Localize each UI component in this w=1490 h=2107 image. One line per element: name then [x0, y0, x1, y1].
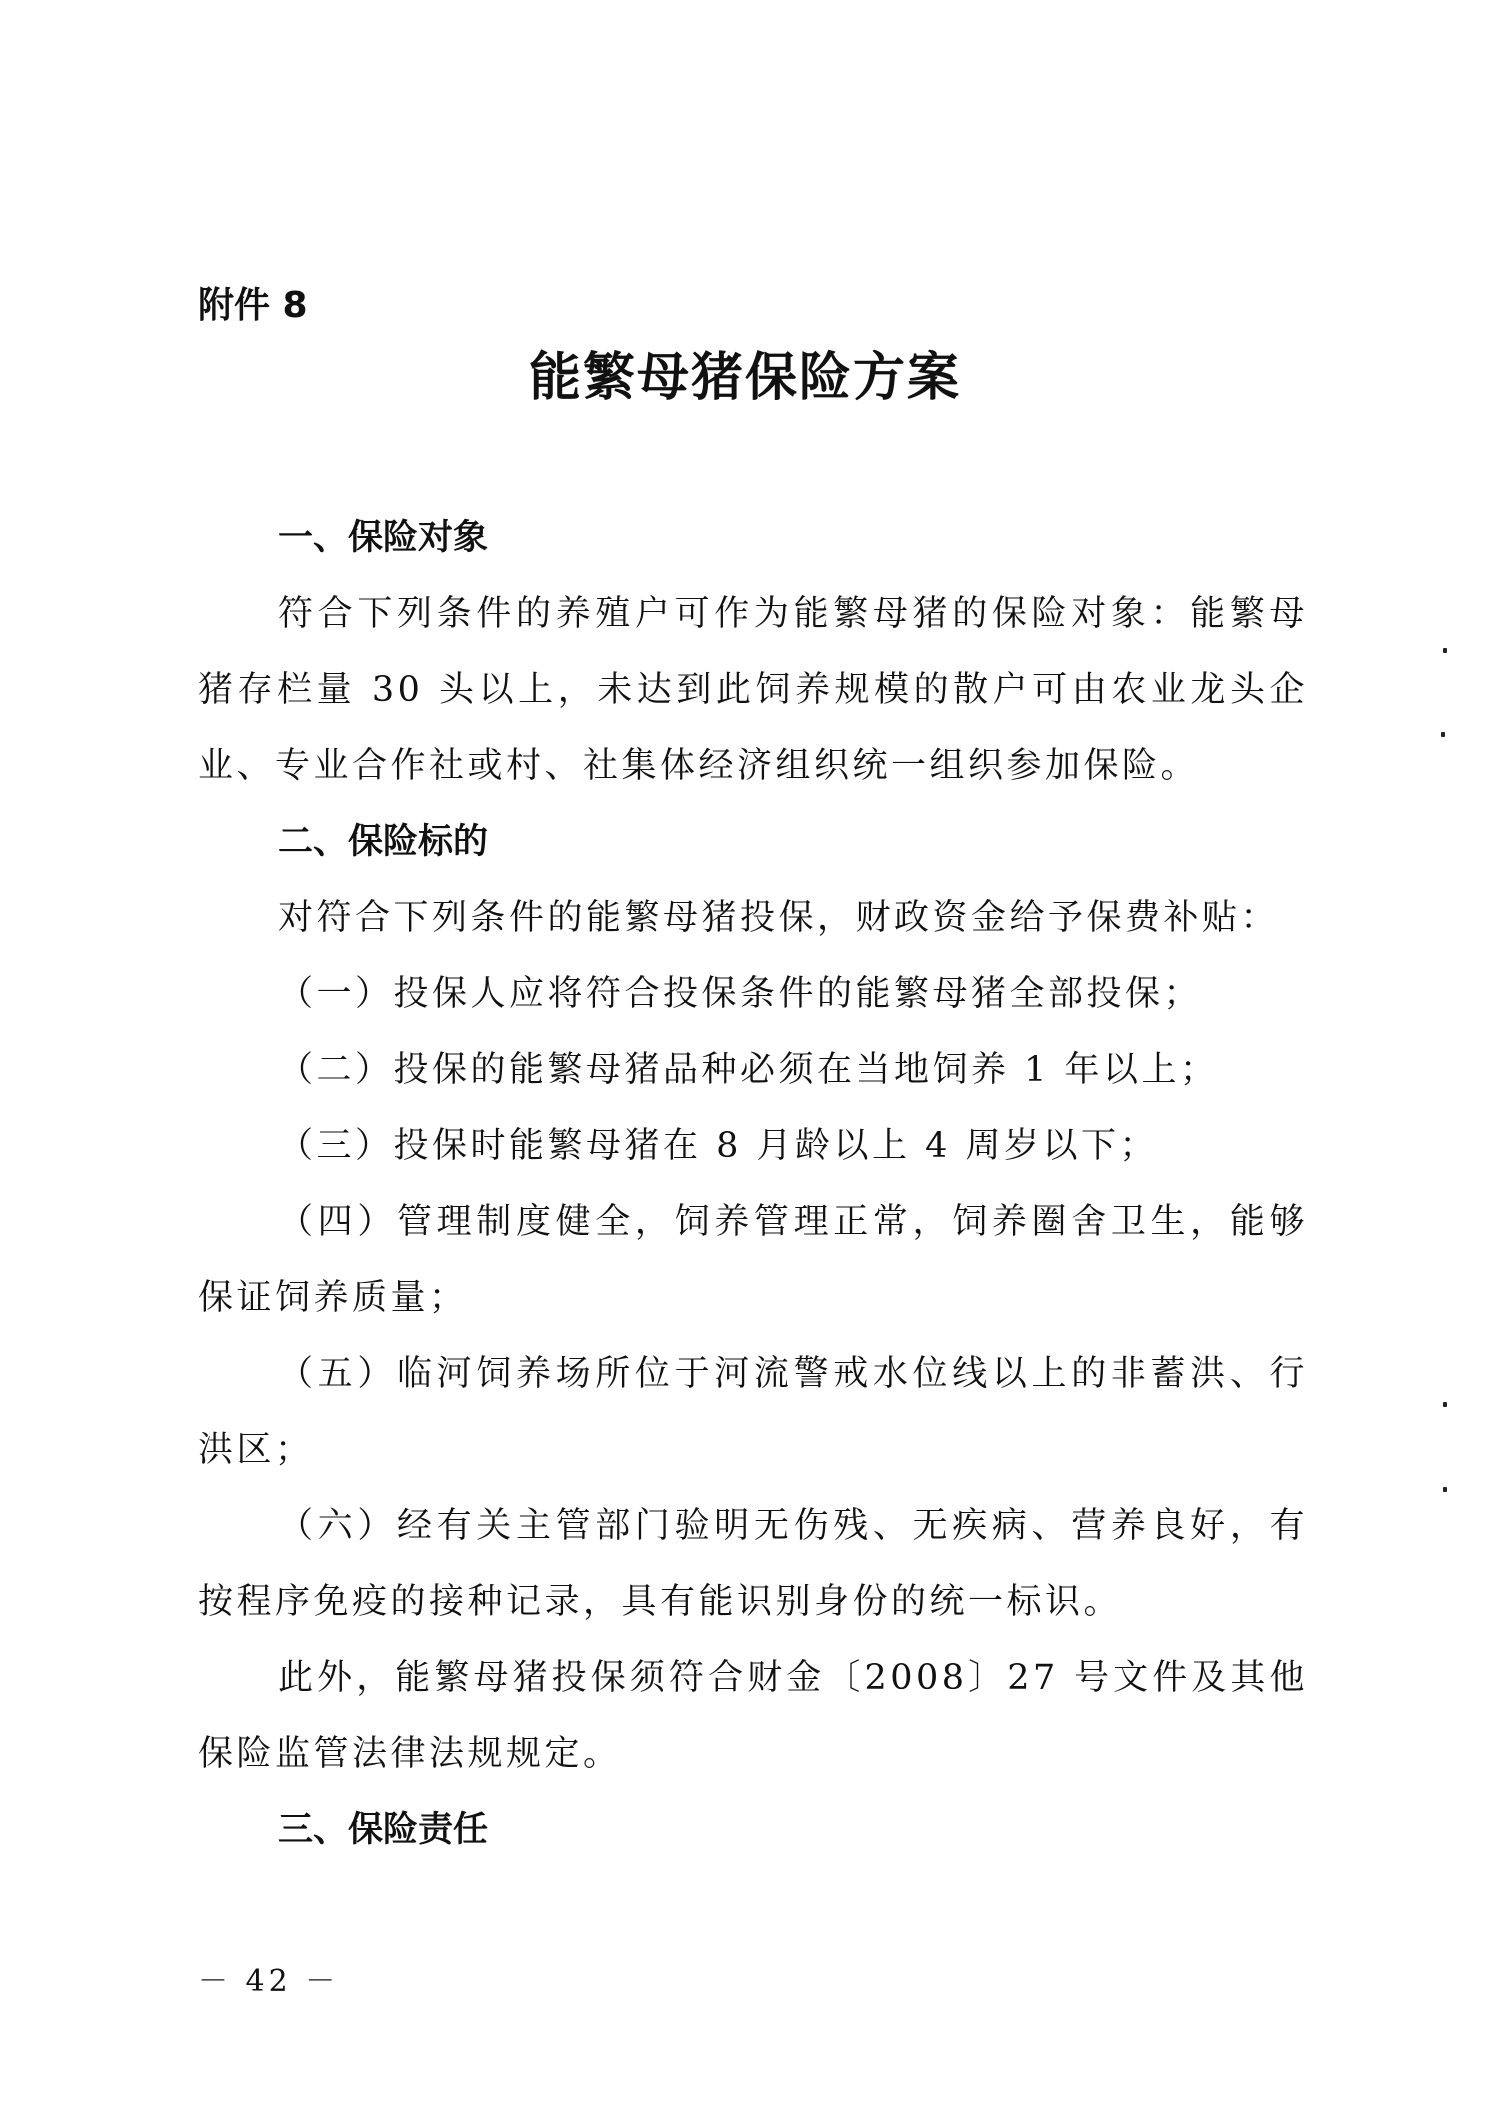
paragraph: 此外，能繁母猪投保须符合财金〔2008〕27 号文件及其他保险监管法律法规规定。: [198, 1658, 1308, 1774]
section-heading-liability: 三、保险责任: [278, 1810, 489, 1850]
section-heading-subject: 二、保险标的: [278, 822, 489, 862]
list-item: （六）经有关主管部门验明无伤残、无疾病、营养良好，有按程序免疫的接种记录，具有能识别身份的统一标识。: [198, 1506, 1308, 1622]
section-heading-insured: 一、保险对象: [278, 518, 489, 558]
scan-speck: [1443, 1402, 1447, 1407]
attachment-label: 附件 8: [198, 285, 308, 326]
list-item: （一）投保人应将符合投保条件的能繁母猪全部投保；: [278, 974, 1203, 1014]
list-item: （四）管理制度健全，饲养管理正常，饲养圈舍卫生，能够保证饲养质量；: [198, 1202, 1308, 1318]
document-body: [198, 500, 1308, 1868]
paragraph: 对符合下列条件的能繁母猪投保，财政资金给予保费补贴：: [278, 898, 1280, 938]
page-number: － 42 －: [198, 1964, 340, 1999]
list-item: （二）投保的能繁母猪品种必须在当地饲养 1 年以上；: [278, 1050, 1219, 1090]
paragraph: 符合下列条件的养殖户可作为能繁母猪的保险对象：能繁母猪存栏量 30 头以上，未达到此饲养规模的散户可由农业龙头企业、专业合作社或村、社集体经济组织统一组织参加保险。: [198, 594, 1308, 786]
scan-speck: [1441, 732, 1445, 737]
list-item: （五）临河饲养场所位于河流警戒水位线以上的非蓄洪、行洪区；: [198, 1354, 1308, 1470]
list-item: （三）投保时能繁母猪在 8 月龄以上 4 周岁以下；: [278, 1126, 1159, 1166]
scan-speck: [1443, 1487, 1447, 1492]
document-title: 能繁母猪保险方案: [528, 348, 961, 408]
scan-speck: [1443, 648, 1447, 653]
